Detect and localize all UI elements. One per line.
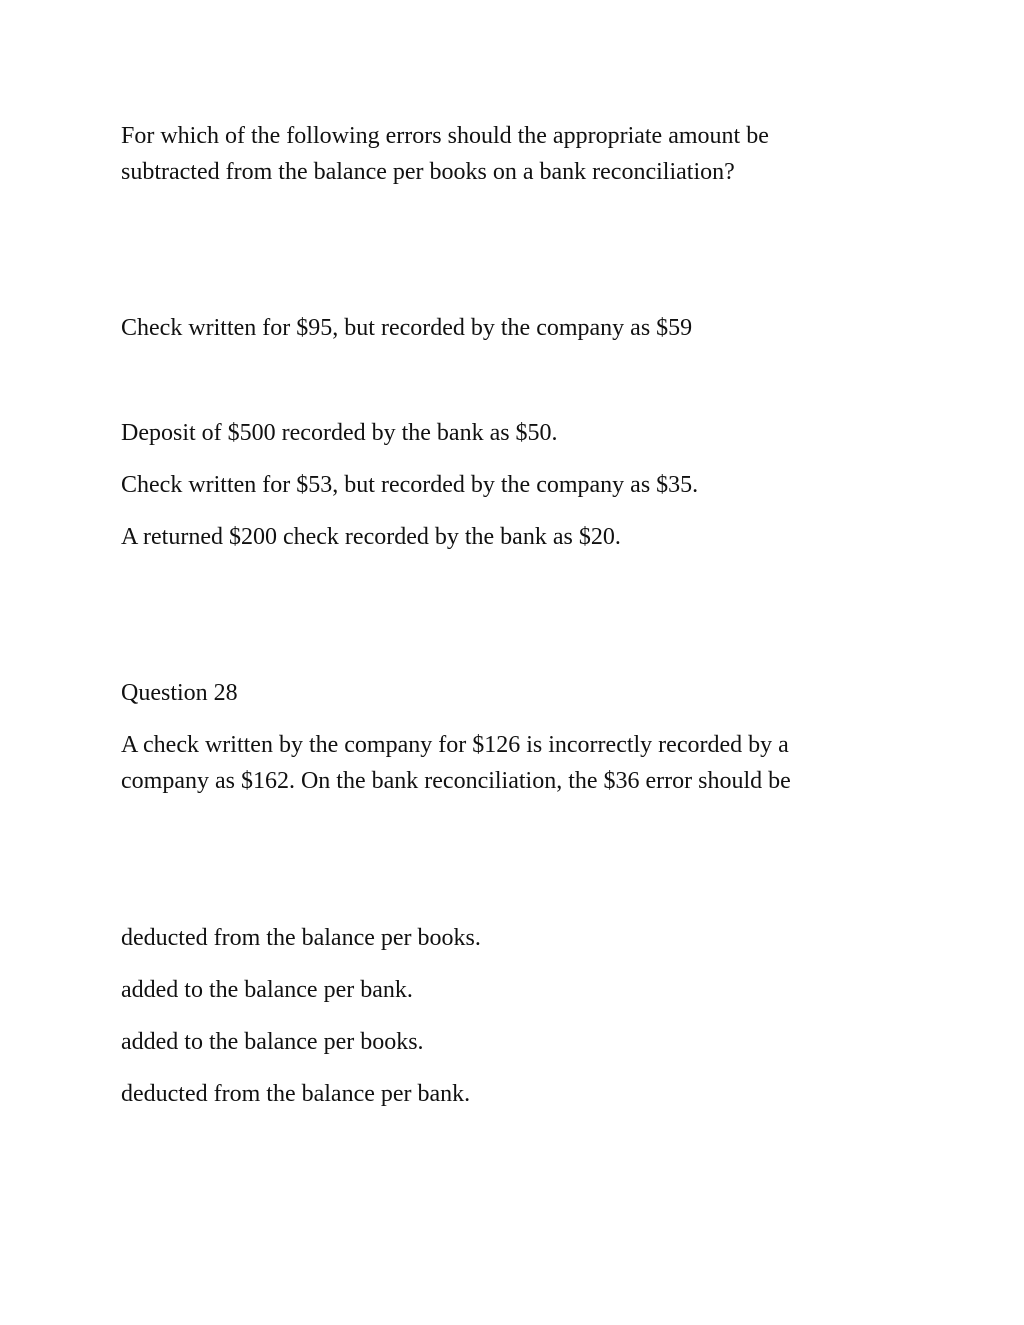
question-27-option-1[interactable]: Check written for $95, but recorded by the company as $59 (121, 315, 693, 341)
question-27-option-4[interactable]: A returned $200 check recorded by the bank as $20. (121, 524, 621, 550)
question-28-option-1[interactable]: deducted from the balance per books. (121, 925, 481, 951)
question-28-prompt-line-2: company as $162. On the bank reconciliation, the $36 error should be (121, 768, 791, 794)
question-27-prompt-line-1: For which of the following errors should the appropriate amount be (121, 123, 769, 149)
question-28-option-3[interactable]: added to the balance per books. (121, 1029, 424, 1055)
question-27-option-3[interactable]: Check written for $53, but recorded by the company as $35. (121, 472, 699, 498)
question-28-option-2[interactable]: added to the balance per bank. (121, 977, 413, 1003)
question-28-heading: Question 28 (121, 680, 238, 706)
question-27-prompt-line-2: subtracted from the balance per books on a bank reconciliation? (121, 159, 735, 185)
question-27-option-2[interactable]: Deposit of $500 recorded by the bank as $50. (121, 420, 558, 446)
question-28-prompt-line-1: A check written by the company for $126 is incorrectly recorded by a (121, 732, 789, 758)
question-28-option-4[interactable]: deducted from the balance per bank. (121, 1081, 471, 1107)
